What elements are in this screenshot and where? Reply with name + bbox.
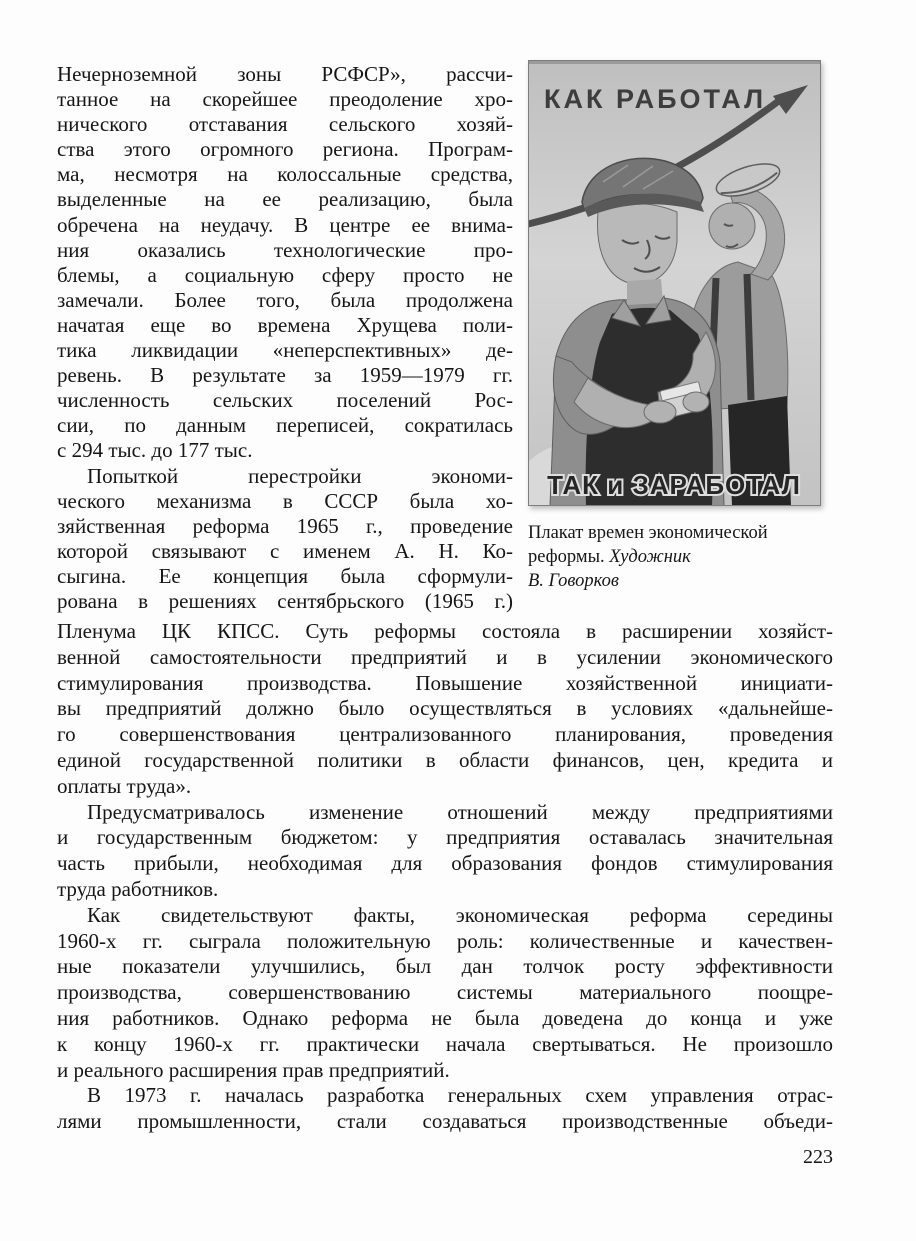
text-line: ческого механизма в СССР была хо- xyxy=(57,488,513,513)
poster-image xyxy=(528,60,821,506)
text-line: к концу 1960-х гг. практически начала свертываться. Не произошло xyxy=(57,1031,833,1056)
text-line: которой связывают с именем А. Н. Ко- xyxy=(57,538,513,563)
text-line: замечали. Более того, была продолжена xyxy=(57,287,513,312)
text-line: Пленума ЦК КПСС. Суть реформы состояла в расширении хозяйст- xyxy=(57,619,833,643)
poster-bottom-text: ТАК и ЗАРАБОТАЛ xyxy=(547,470,801,500)
text-line: единой государственной политики в области финансов, цен, кредита и xyxy=(57,747,833,772)
text-line: тика ликвидации «неперспективных» де- xyxy=(57,338,513,363)
caption-line xyxy=(528,569,833,593)
text-line: ния оказались технологические про- xyxy=(57,237,513,262)
text-line: сии, по данным переписей, сократилась xyxy=(57,413,513,438)
text-line: Нечерноземной зоны РСФСР», рассчи- xyxy=(57,62,513,86)
text-line: Предусматривалось изменение отношений между предприятиями xyxy=(87,799,833,824)
text-line: ма, несмотря на колоссальные средства, xyxy=(57,162,513,187)
caption-text: реформы. xyxy=(528,547,610,567)
text-line: ные показатели улучшились, был дан толчок росту эффективности xyxy=(57,954,833,979)
text-line: труда работников. xyxy=(57,876,219,901)
text-line: блемы, а социальную сферу просто не xyxy=(57,262,513,287)
text-line: производства, совершенствованию системы материального поощре- xyxy=(57,980,833,1005)
text-line: Попыткой перестройки экономи- xyxy=(87,463,513,488)
text-line: с 294 тыс. до 177 тыс. xyxy=(57,438,253,463)
page-number: 223 xyxy=(803,1146,833,1168)
text-line: ния работников. Однако реформа не была доведена до конца и уже xyxy=(57,1005,833,1030)
caption-artist-label: Художник xyxy=(609,547,691,567)
text-line: лями промышленности, стали создаваться производственные объеди- xyxy=(57,1109,833,1134)
text-line: рована в решениях сентябрьского (1965 г.) xyxy=(57,588,513,613)
text-line: ревень. В результате за 1959—1979 гг. xyxy=(57,363,513,388)
poster-illustration xyxy=(528,60,821,506)
main-text xyxy=(57,619,833,1135)
caption-text: Плакат времен экономической xyxy=(528,523,768,543)
text-line: зяйственная реформа 1965 г., проведение xyxy=(57,513,513,538)
text-line: нического отставания сельского хозяй- xyxy=(57,112,513,137)
text-line: 1960-х гг. сыграла положительную роль: количественные и качествен- xyxy=(57,928,833,953)
left-column-text xyxy=(57,62,513,614)
poster-title-text: КАК РАБОТАЛ xyxy=(544,84,767,114)
text-line: часть прибыли, необходимая для образования фондов стимулирования xyxy=(57,851,833,876)
caption-artist-name: В. Говорков xyxy=(528,571,619,591)
caption-line xyxy=(528,521,833,545)
text-line: оплаты труда». xyxy=(57,773,192,798)
text-line: ства этого огромного региона. Програм- xyxy=(57,137,513,162)
caption-line xyxy=(528,545,833,569)
text-line: го совершенствования централизованного планирования, проведения xyxy=(57,722,833,747)
text-line: Как свидетельствуют факты, экономическая реформа середины xyxy=(87,902,833,927)
text-line: выделенные на ее реализацию, была xyxy=(57,187,513,212)
text-line: обречена на неудачу. В центре ее внима- xyxy=(57,212,513,237)
text-line: вы предприятий должно было осуществляться в условиях «дальнейше- xyxy=(57,696,833,721)
text-line: начатая еще во времена Хрущева поли- xyxy=(57,312,513,337)
text-line: и государственным бюджетом: у предприятия оставалась значительная xyxy=(57,825,833,850)
text-line: численность сельских поселений Рос- xyxy=(57,388,513,413)
text-line: В 1973 г. началась разработка генеральных схем управления отрас- xyxy=(87,1083,833,1108)
poster-caption xyxy=(528,521,833,593)
text-line: венной самостоятельности предприятий и в усилении экономического xyxy=(57,644,833,669)
text-line: танное на скорейшее преодоление хро- xyxy=(57,87,513,112)
text-line: и реального расширения прав предприятий. xyxy=(57,1057,450,1082)
text-line: сыгина. Ее концепция была сформули- xyxy=(57,563,513,588)
text-line: стимулирования производства. Повышение хозяйственной инициати- xyxy=(57,670,833,695)
